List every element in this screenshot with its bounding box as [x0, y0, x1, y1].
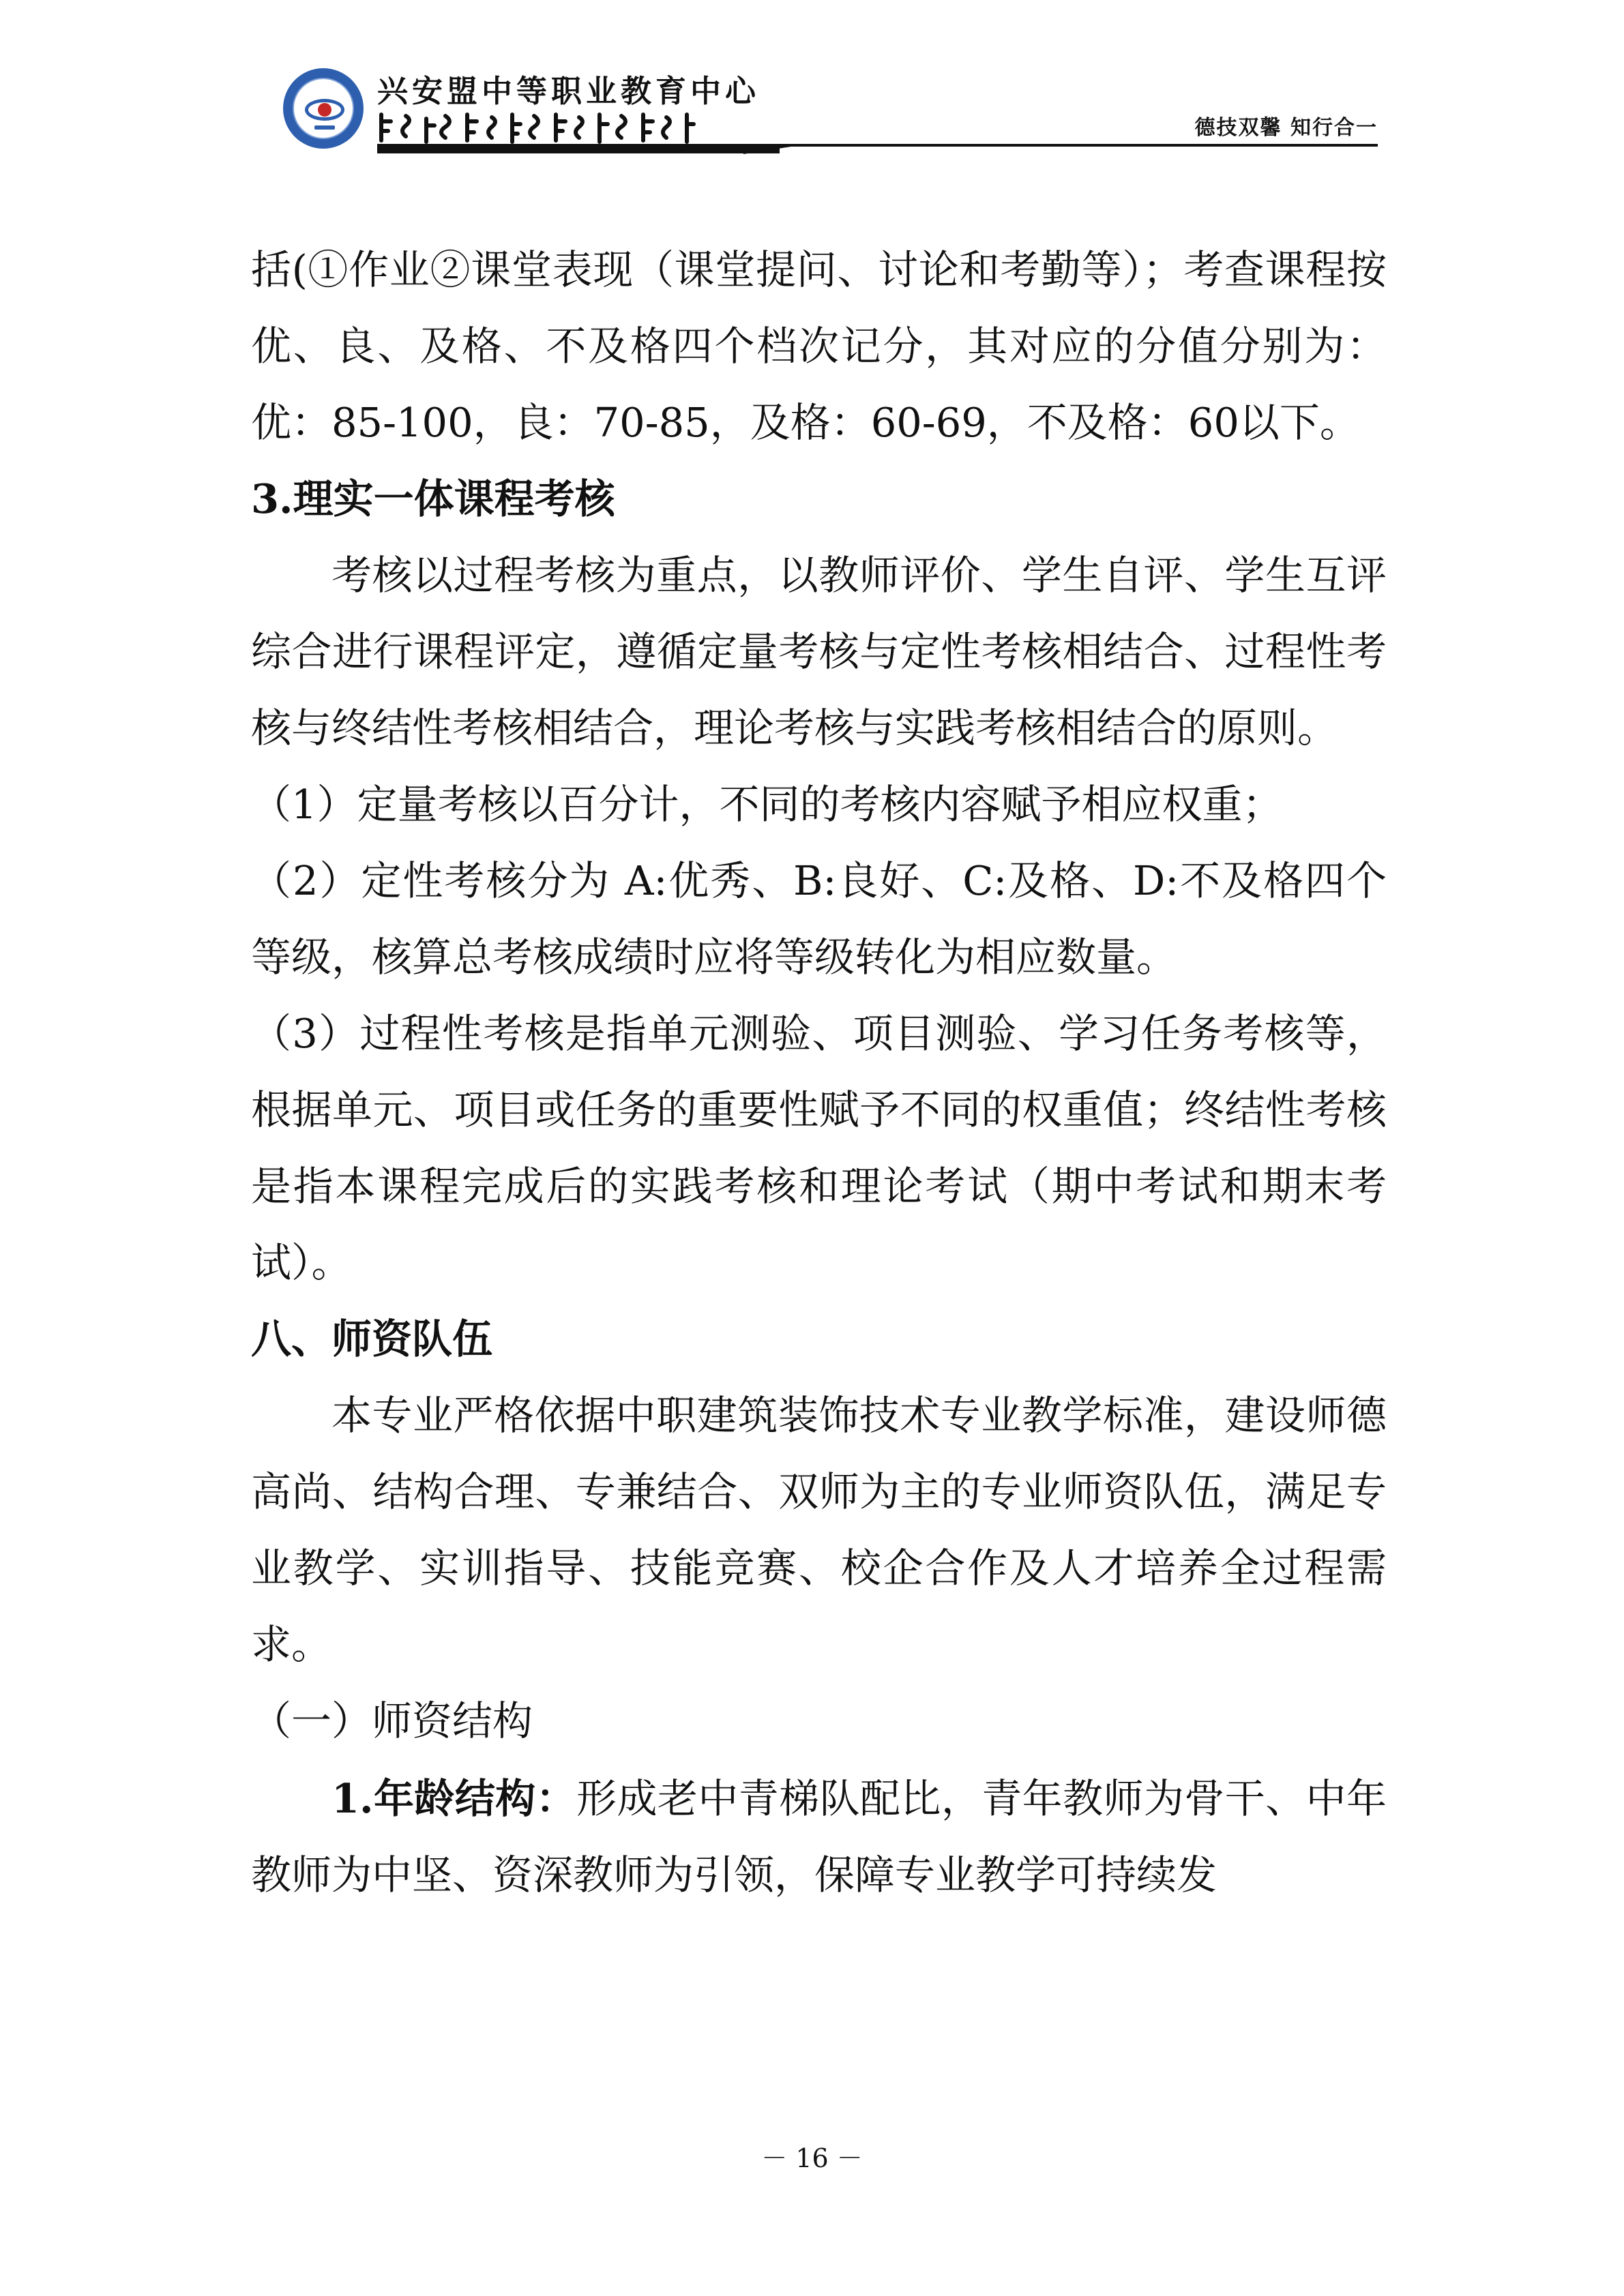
- page-number: － 16 －: [761, 2143, 863, 2173]
- page-header: [0, 0, 1624, 164]
- paragraph-age-structure: [251, 1761, 1387, 1913]
- age-structure-text: 形成老中青梯队配比，青年教师为骨干、中年教师为中坚、资深教师为引领，保障专业教学可持续发: [251, 1775, 1387, 1898]
- paragraph-faculty-intro: 本专业严格依据中职建筑装饰技术专业教学标准，建设师德高尚、结构合理、专兼结合、双师为主的专业师资队伍，满足专业教学、实训指导、技能竞赛、校企合作及人才培养全过程需求。: [251, 1392, 1387, 1668]
- section-title-faculty: 八、师资队伍: [251, 1315, 493, 1362]
- document-body: [251, 232, 1387, 1913]
- school-name: 兴安盟中等职业教育中心: [377, 73, 761, 109]
- header-motto: 德技双馨 知行合一: [1194, 116, 1378, 140]
- paragraph-assessment-principles: 考核以过程考核为重点，以教师评价、学生自评、学生互评综合进行课程评定，遵循定量考核与定性考核相结合、过程性考核与终结性考核相结合，理论考核与实践考核相结合的原则。: [251, 552, 1387, 751]
- list-item-qualitative: （2）定性考核分为 A:优秀、B:良好、C:及格、D:不及格四个等级，核算总考核成绩时应将等级转化为相应数量。: [251, 857, 1387, 981]
- age-structure-label: 1.年龄结构：: [331, 1775, 577, 1822]
- list-item-process: （3）过程性考核是指单元测验、项目测验、学习任务考核等，根据单元、项目或任务的重要性赋予不同的权重值；终结性考核是指本课程完成后的实践考核和理论考试（期中考试和期末考试）。: [251, 1010, 1387, 1286]
- paragraph-grading: 括(①作业②课堂表现（课堂提问、讨论和考勤等）；考查课程按优、良、及格、不及格四个档次记分，其对应的分值分别为：优：85-100，良：70-85，及格：60-69，不及格：60以下。: [251, 246, 1387, 446]
- school-logo-icon: [283, 68, 364, 149]
- mongolian-script-name: [377, 109, 698, 147]
- heading-integrated-course-assessment: 3.理实一体课程考核: [251, 475, 615, 522]
- header-rule: [377, 144, 1378, 147]
- subsection-title-faculty-structure: （一）师资结构: [251, 1697, 533, 1744]
- list-item-quantitative: （1）定量考核以百分计，不同的考核内容赋予相应权重；: [251, 781, 1283, 828]
